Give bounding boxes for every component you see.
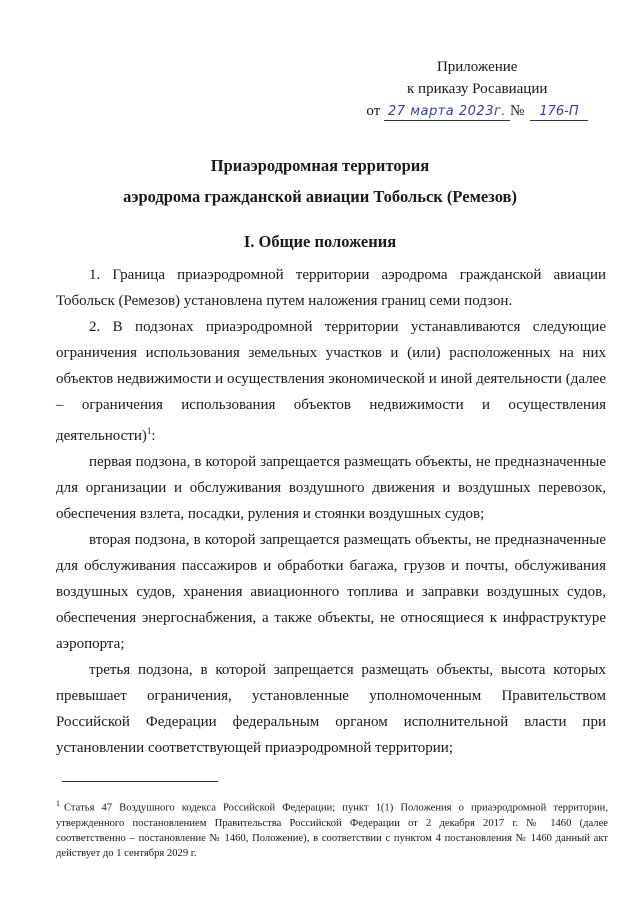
- footnote-divider: [62, 781, 218, 782]
- section-heading: I. Общие положения: [243, 232, 397, 251]
- paragraph-subzone-2: вторая подзона, в которой запрещается размещать объекты, не предназначенные для обслуживания пассажиров и обработки багажа, грузов и почты, обслуживания воздушных судов, хранения авиационного топлива и заправки воздушных судов, обеспечения энергоснабжения, а также объекты, не относящиеся к инфраструктуре аэропорта;: [56, 532, 606, 652]
- paragraph-2-tail: :: [151, 428, 156, 444]
- order-date-number-line: [366, 100, 588, 122]
- number-sign: №: [509, 103, 525, 119]
- handwritten-order-number: 176-П: [530, 104, 588, 121]
- paragraph-subzone-3: третья подзона, в которой запрещается размещать объекты, высота которых превышает ограничения, установленные уполномоченным Правительством Российской Федерации федеральным органом исполнительной власти при установлении соответствующей приаэродромной территории;: [56, 662, 606, 756]
- footnote-marker: 1: [56, 799, 60, 808]
- from-prefix: от: [366, 103, 381, 119]
- paragraph-subzone-1: первая подзона, в которой запрещается размещать объекты, не предназначенные для организации и обслуживания воздушного движения и воздушных перевозок, обеспечения взлета, посадки, руления и стоянки воздушных судов;: [56, 454, 606, 522]
- footnote-reference: 1: [146, 426, 152, 436]
- footnote-text: Статья 47 Воздушного кодекса Российской Федерации; пункт 1(1) Положения о приаэродромной территории, утвержденного постановлением Правительства Российской Федерации от 2 декабря 2017 г. № 1460 (далее соответственно – постановление № 1460, Положение), в соответствии с пунктом 4 постановления № 1460 данный акт действует до 1 сентября 2029 г.: [56, 802, 608, 859]
- paragraph-1: 1. Граница приаэродромной территории аэродрома гражданской авиации Тобольск (Ремезов) установлена путем наложения границ семи подзон.: [56, 267, 606, 309]
- appendix-header: [366, 56, 588, 122]
- paragraph-2: [56, 314, 606, 449]
- appendix-label: Приложение: [436, 59, 518, 75]
- order-reference: к приказу Росавиации: [407, 81, 548, 97]
- document-title-line2: аэродрома гражданской авиации Тобольск (Ремезов): [123, 187, 517, 206]
- paragraph-2-text: 2. В подзонах приаэродромной территории устанавливаются следующие ограничения использования земельных участков и (или) расположенных на них объектов недвижимости и осуществления экономической и иной деятельности (далее – ограничения использования объектов недвижимости и осуществления деятельности): [56, 319, 606, 444]
- document-body: [56, 262, 606, 761]
- footnote: [56, 796, 608, 861]
- document-title-line1: Приаэродромная территория: [210, 156, 430, 175]
- handwritten-date: 27 марта 2023г.: [384, 104, 510, 121]
